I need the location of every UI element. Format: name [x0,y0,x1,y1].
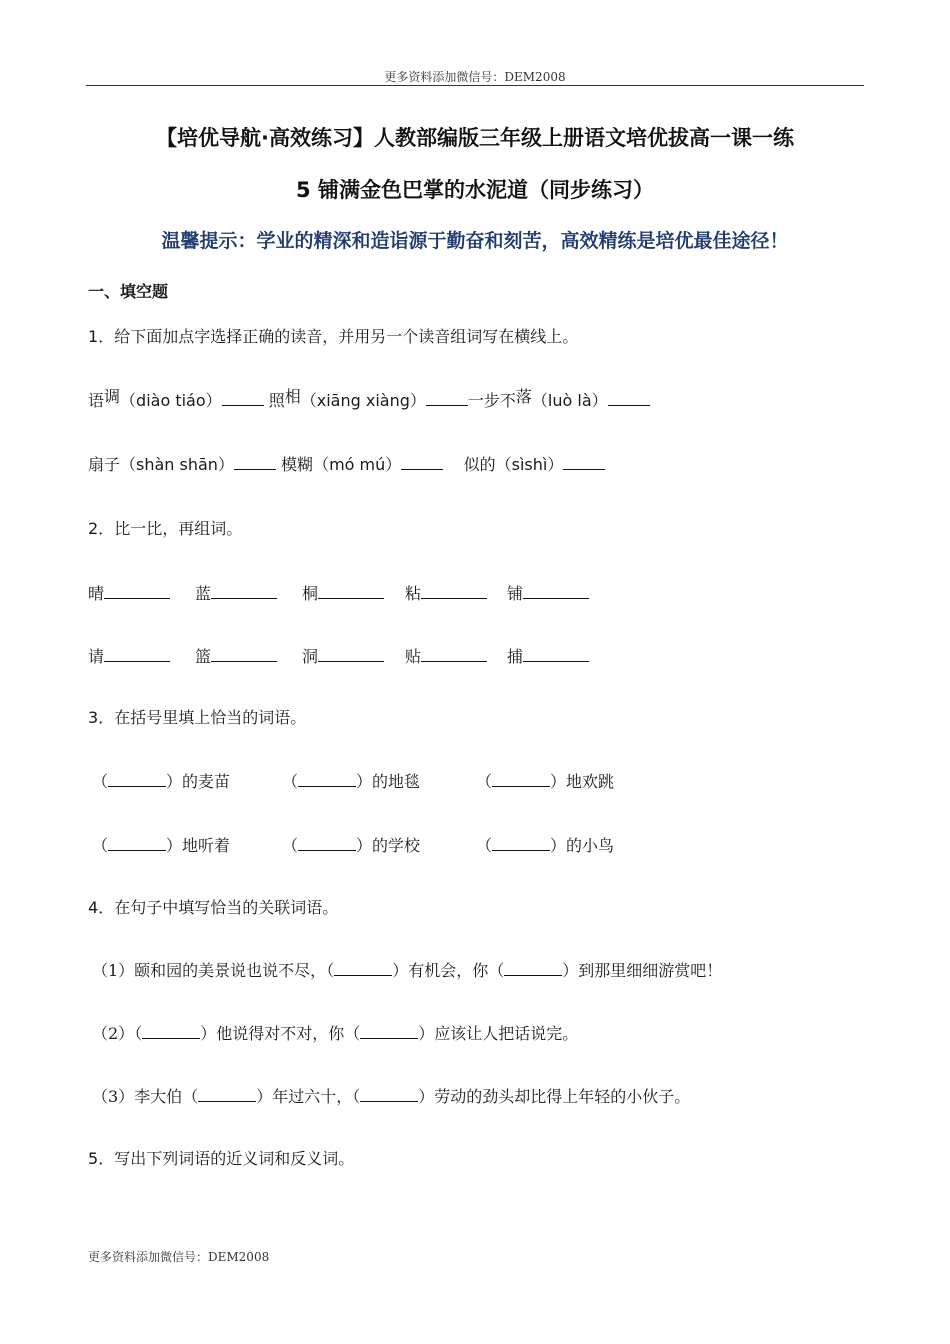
q2-char: 蓝 [195,584,212,603]
answer-blank[interactable] [360,1022,418,1039]
sentence-part: 劳动的劲头却比得上年轻的小伙子。 [434,1087,691,1106]
section-heading-fill-blanks: 一、填空题 [88,282,169,301]
q1-item-pre: 一步不 [467,391,516,410]
question-number: 5 [88,1149,99,1168]
title-line-2: 5 铺满金色巴掌的水泥道（同步练习） [296,178,654,202]
q1-item-pre: 似的 [463,455,496,474]
q2-item [195,581,277,604]
q3-item: （ ）地欢跳 [476,772,615,791]
answer-blank[interactable] [426,389,468,406]
q1-pinyin: （mó mú） [313,455,402,474]
answer-blank[interactable] [504,959,562,976]
q1-row-2 [88,453,605,476]
answer-blank[interactable] [234,453,276,470]
q2-item [507,581,589,604]
q2-item [405,644,487,667]
answer-blank[interactable] [108,834,166,851]
answer-blank[interactable] [211,582,277,599]
answer-blank[interactable] [318,645,384,662]
answer-blank[interactable] [360,1085,418,1102]
answer-blank[interactable] [421,645,487,662]
question-text: ．比一比，再组词。 [98,519,243,538]
question-text: ．给下面加点字选择正确的读音，并用另一个读音组词写在横线上。 [98,327,579,346]
q2-item [88,644,170,667]
q3-item: （ ）的地毯 [282,772,421,791]
answer-blank[interactable] [421,582,487,599]
q2-item [88,581,170,604]
q2-item [507,644,589,667]
answer-blank[interactable] [104,582,170,599]
q2-char: 铺 [507,584,524,603]
q1-pinyin: （diào tiáo） [120,391,222,410]
answer-blank[interactable] [298,770,356,787]
q4-sentence-1: （1）颐和园的美景说也说不尽，（ ）有机会，你（ ）到那里细细游赏吧！ [92,961,723,980]
sentence-part: 年过六十， [272,1087,353,1106]
answer-blank[interactable] [401,453,443,470]
header-divider [86,85,864,86]
q4-sentence-3: （3）李大伯（ ）年过六十，（ ）劳动的劲头却比得上年轻的小伙子。 [92,1087,691,1106]
q1-pinyin: （sìshì） [495,455,564,474]
title-line-1: 【培优导航·高效练习】人教部编版三年级上册语文培优拔高一课一练 [156,126,794,150]
tip-banner: 温馨提示：学业的精深和造诣源于勤奋和刻苦，高效精练是培优最佳途径！ [161,230,789,252]
answer-blank[interactable] [108,770,166,787]
answer-blank[interactable] [104,645,170,662]
q4-sentence-2: （2）（ ）他说得对不对，你（ ）应该让人把话说完。 [92,1024,579,1043]
q2-item [302,581,384,604]
question-text: ．在括号里填上恰当的词语。 [98,708,307,727]
q2-char: 篮 [195,647,212,666]
q2-char: 桐 [302,584,319,603]
q1-pinyin: （luò là） [531,391,608,410]
q3-suffix: 的小鸟 [566,836,615,855]
q1-row-1 [88,389,650,412]
q3-item: （ ）的小鸟 [476,836,615,855]
sentence-part: 应该让人把话说完。 [434,1024,579,1043]
q1-item-pre: 模糊 [281,455,314,474]
q3-suffix: 地欢跳 [566,772,615,791]
answer-blank[interactable] [298,834,356,851]
q1-pinyin: （shàn shān） [120,455,234,474]
q3-item: （ ）地听着 [92,836,231,855]
sentence-part: 他说得对不对，你 [216,1024,345,1043]
question-1 [88,326,578,348]
question-number: 3 [88,708,99,727]
question-number: 1 [88,327,99,346]
answer-blank[interactable] [222,389,264,406]
answer-blank[interactable] [318,582,384,599]
question-5 [88,1148,354,1170]
question-text: ．写出下列词语的近义词和反义词。 [98,1149,355,1168]
q3-suffix: 的地毯 [372,772,421,791]
answer-blank[interactable] [142,1022,200,1039]
answer-blank[interactable] [523,645,589,662]
q1-pinyin: （xiāng xiàng） [300,391,426,410]
q3-item: （ ）的麦苗 [92,772,231,791]
answer-blank[interactable] [334,959,392,976]
page-footer: 更多资料添加微信号：DEM2008 [88,1250,270,1264]
q2-item [302,644,384,667]
q2-char: 请 [88,647,105,666]
q2-char: 粘 [405,584,422,603]
q2-char: 晴 [88,584,105,603]
sentence-part: （3）李大伯 [92,1087,183,1106]
q3-suffix: 的学校 [372,836,421,855]
answer-blank[interactable] [563,453,605,470]
q3-item: （ ）的学校 [282,836,421,855]
answer-blank[interactable] [211,645,277,662]
q2-char: 洞 [302,647,319,666]
question-2 [88,518,242,540]
q1-item-pre: 扇子 [88,455,121,474]
q1-item-pre: 语 [88,391,105,410]
q1-dotted-char: 落 [515,387,532,406]
q1-item-pre: 照 [268,391,285,410]
answer-blank[interactable] [492,770,550,787]
sentence-part: （2） [92,1024,135,1043]
q1-dotted-char: 调 [104,387,121,406]
question-text: ．在句子中填写恰当的关联词语。 [98,898,339,917]
sentence-part: 到那里细细游赏吧！ [578,961,723,980]
q2-char: 贴 [405,647,422,666]
question-4 [88,897,338,919]
question-number: 4 [88,898,99,917]
question-number: 2 [88,519,99,538]
q3-suffix: 地听着 [182,836,231,855]
q1-dotted-char: 相 [284,387,301,406]
page-header: 更多资料添加微信号：DEM2008 [384,70,566,84]
sentence-part: （1）颐和园的美景说也说不尽， [92,961,327,980]
q2-char: 捕 [507,647,524,666]
answer-blank[interactable] [523,582,589,599]
q2-item [195,644,277,667]
question-3 [88,707,306,729]
answer-blank[interactable] [492,834,550,851]
q3-suffix: 的麦苗 [182,772,231,791]
answer-blank[interactable] [608,389,650,406]
q2-item [405,581,487,604]
answer-blank[interactable] [198,1085,256,1102]
sentence-part: 有机会，你 [408,961,489,980]
